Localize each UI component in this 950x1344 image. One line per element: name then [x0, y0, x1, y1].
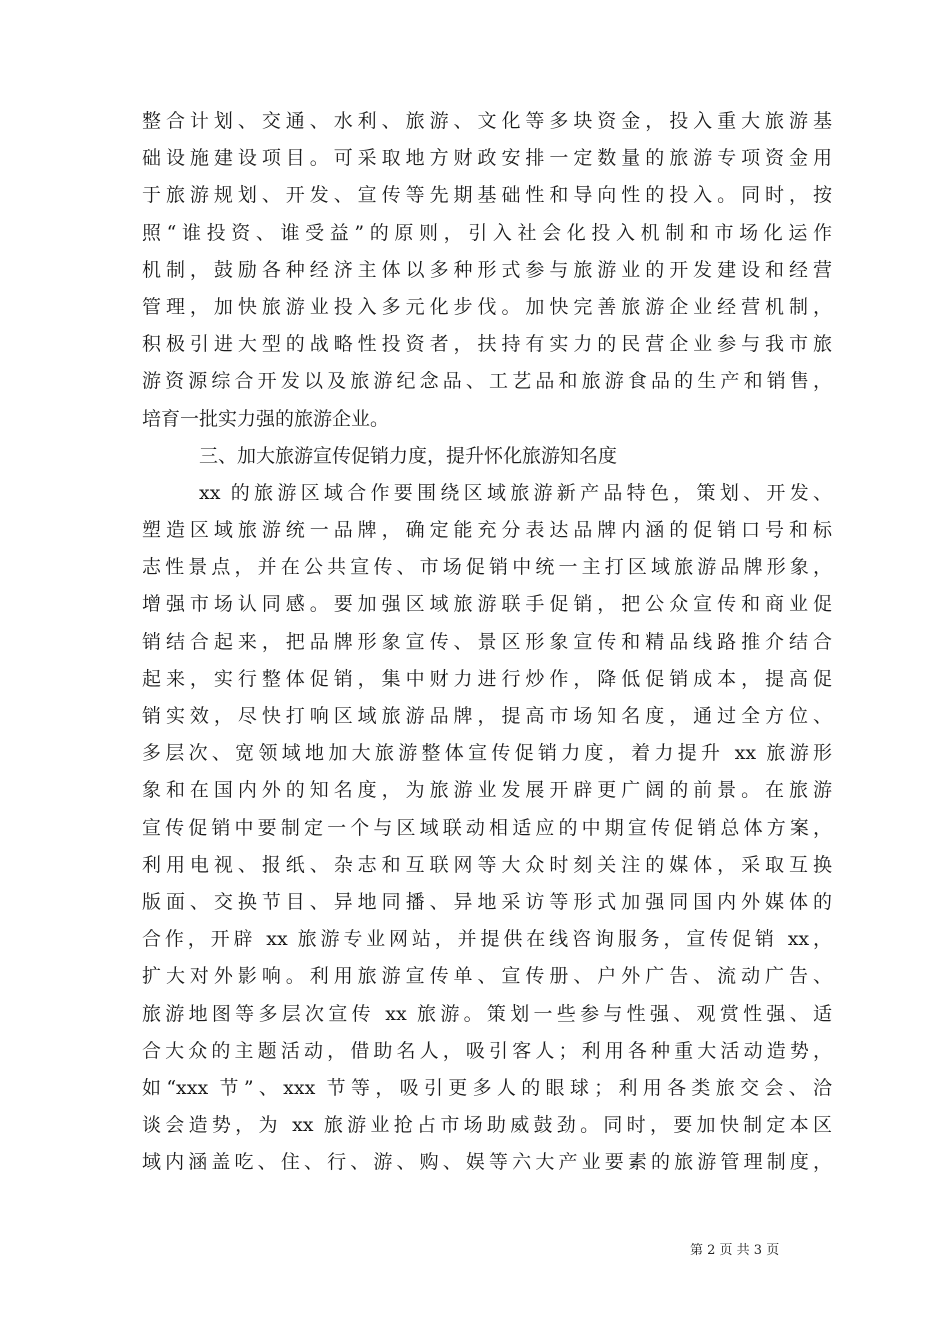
text-line: 整合计划、交通、水利、旅游、文化等多块资金，投入重大旅游基 [142, 110, 832, 132]
text-line: 志性景点，并在公共宣传、市场促销中统一主打区域旅游品牌形象， [142, 556, 832, 579]
text-line: 域内涵盖吃、住、行、游、购、娱等六大产业要素的旅游管理制度， [142, 1151, 832, 1174]
text-line: 扩大对外影响。利用旅游宣传单、宣传册、户外广告、流动广告、 [142, 965, 832, 988]
text-line: 起来，实行整体促销，集中财力进行炒作，降低促销成本，提高促 [142, 667, 832, 690]
text-line: 合大众的主题活动，借助名人，吸引客人；利用各种重大活动造势， [142, 1039, 832, 1062]
text-line: 销结合起来，把品牌形象宣传、景区形象宣传和精品线路推介结合 [142, 630, 832, 653]
text-line: 宣传促销中要制定一个与区域联动相适应的中期宣传促销总体方案， [142, 816, 832, 839]
text-line: 机制，鼓励各种经济主体以多种形式参与旅游业的开发建设和经营 [142, 258, 832, 281]
text-line: 销实效，尽快打响区域旅游品牌，提高市场知名度，通过全方位、 [142, 705, 832, 727]
body-text [142, 103, 832, 1181]
text-line: 版面、交换节目、异地同播、异地采访等形式加强同国内外媒体的 [142, 890, 832, 913]
text-line: xx 的旅游区域合作要围绕区域旅游新产品特色，策划、开发、 [199, 481, 832, 504]
text-line: 谈会造势，为 xx 旅游业抢占市场助威鼓劲。同时，要加快制定本区 [142, 1114, 832, 1137]
text-line: 于旅游规划、开发、宣传等先期基础性和导向性的投入。同时，按 [142, 184, 832, 207]
section-heading: 三、加大旅游宣传促销力度，提升怀化旅游知名度 [199, 444, 618, 467]
text-line: 游资源综合开发以及旅游纪念品、工艺品和旅游食品的生产和销售， [142, 370, 832, 393]
text-line: 培育一批实力强的旅游企业。 [142, 407, 390, 430]
text-line: 合作，开辟 xx 旅游专业网站，并提供在线咨询服务，宣传促销 xx， [142, 928, 832, 951]
text-line: 多层次、宽领域地加大旅游整体宣传促销力度，着力提升 xx 旅游形 [142, 742, 832, 765]
text-line: 增强市场认同感。要加强区域旅游联手促销，把公众宣传和商业促 [142, 593, 832, 616]
text-line: 管理，加快旅游业投入多元化步伐。加快完善旅游企业经营机制， [142, 295, 832, 318]
text-line: 础设施建设项目。可采取地方财政安排一定数量的旅游专项资金用 [142, 147, 832, 170]
page-number-footer: 第 2 页 共 3 页 [690, 1243, 780, 1258]
text-line: 塑造区域旅游统一品牌，确定能充分表达品牌内涵的促销口号和标 [142, 519, 832, 542]
text-line: 照“谁投资、谁受益”的原则，引入社会化投入机制和市场化运作 [142, 221, 832, 244]
text-line: 象和在国内外的知名度，为旅游业发展开辟更广阔的前景。在旅游 [142, 779, 832, 802]
text-line: 如“xxx 节”、xxx 节等，吸引更多人的眼球；利用各类旅交会、洽 [142, 1076, 832, 1099]
text-line: 利用电视、报纸、杂志和互联网等大众时刻关注的媒体，采取互换 [142, 853, 832, 876]
text-line: 旅游地图等多层次宣传 xx 旅游。策划一些参与性强、观赏性强、适 [142, 1002, 832, 1025]
text-line: 积极引进大型的战略性投资者，扶持有实力的民营企业参与我市旅 [142, 333, 832, 356]
